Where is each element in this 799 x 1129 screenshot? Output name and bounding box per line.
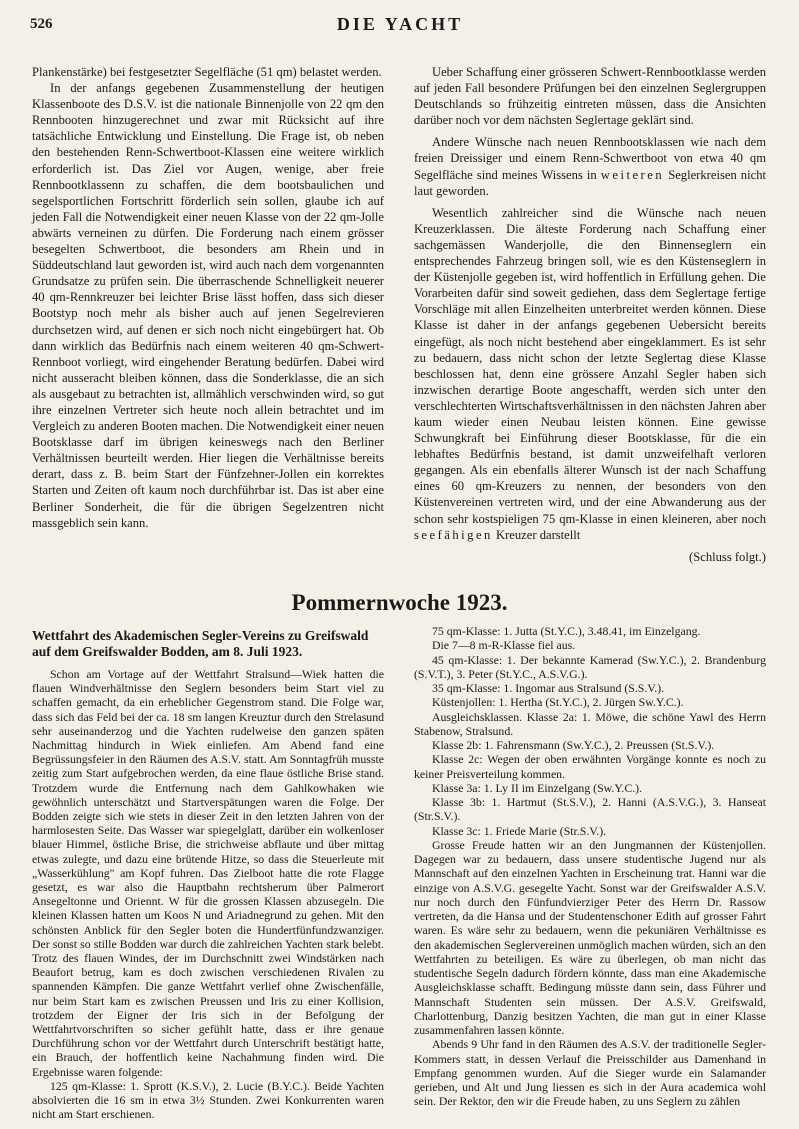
paragraph: Plankenstärke) bei festgesetzter Segelfläche (51 qm) belastet werden. <box>32 65 382 79</box>
bottom-left-column <box>32 628 384 1122</box>
bottom-right-column <box>414 624 766 1109</box>
paragraph <box>414 205 766 543</box>
result-75qm: 75 qm-Klasse: 1. Jutta (St.Y.C.), 3.48.41, im Einzelgang. <box>432 624 701 638</box>
paragraph <box>414 134 766 198</box>
result-klasse-2a: Ausgleichsklassen. Klasse 2a: 1. Möwe, die schöne Yawl des Herrn Stabenow, Stralsund. <box>414 709 766 738</box>
result-7-8m: Die 7—8 m-R-Klasse fiel aus. <box>432 638 576 653</box>
result-klasse-2c: Klasse 2c: Wegen der oben erwähnten Vorgänge konnte es noch zu keiner Preisverteilung kommen. <box>414 752 766 781</box>
result-klasse-3a: Klasse 3a: 1. Ly II im Einzelgang (Sw.Y.C.). <box>432 780 643 795</box>
paragraph: In der anfangs gegebenen Zusammenstellung der heutigen Klassenboote des D.S.V. ist die nationale Binnenjolle von 22 qm den Rennbooten hinzugerechnet und zwar mit Rücksicht auf ihre tatsächliche Entwicklung und Einstellung. Die Frage ist, ob neben den bestehenden Renn-Schwertboot-Klassen eine weitere wirklich erforderlich ist. Das Ziel vor Augen, wenige, aber freie Rennbootklassenn zu schaffen, die dem bootsbaulichen und segelsportlichen Fortschritt förderlich sein sollen, glaube ich auf jeden Fall die Notwendigkeit einer neuen Klasse von der 22 qm-Jolle abwärts verneinen zu dürfen. Die Forderung nach einem grösser besegelten Schwertboot, die besonders am Rhein und in Süddeutschland laut geworden ist, wird auch nach dem vorgenannten Grundsatze zu prüfen sein. Die überraschende Schnelligkeit neuerer 40 qm-Rennkreuzer bei leichter Brise lässt hoffen, dass sich dieser Bootstyp noch mehr als bisher auch auf jenen Segelrevieren durchsetzen wird, auf denen er sich noch nicht eingebürgert hat. Ob dann wirklich das Bedürfnis nach einem weiteren 40 qm-Schwert-Rennboot vorliegt, wird eingehender Beratung bedürfen. Dabei wird nicht ausseracht bleiben können, dass die Sonderklasse, die an sich als ausgebaut zu betrachten ist, allmählich verschwinden wird, so gut ihre einzelnen Vertreter sich heute noch allein betrachtet und im Vergleich zu anderen Booten machen. Die Notwendigkeit einer neuen Bootsklasse darf im übrigen keineswegs nach den Berliner Verhältnissen beurteilt werden. Hier liegen die Verhältnisse bereits derart, dass z. B. beim Start der Fünfzehner-Jollen ein korrektes Starten und Zeiten oft kaum noch durchführbar ist. Das ist aber eine Berliner Sonderheit, die für die übrigen Segelzentren nicht massgeblich sein kann. <box>32 81 384 530</box>
section-title: Pommernwoche 1923. <box>291 590 508 615</box>
text-run: Kreuzer darstellt <box>492 527 581 542</box>
result-35qm: 35 qm-Klasse: 1. Ingomar aus Stralsund (S.S.V.). <box>432 681 665 695</box>
paragraph: Abends 9 Uhr fand in den Räumen des A.S.V. der traditionelle Segler-Kommers statt, in dessen Verlauf die Preisschilder aus Damenhand in Empfang genommen wurden. Auf die Sieger wurde ein Salamander gerieben, und Alt und Jung liessen es sich in der Aura academica wohl sein. Der Rektor, den wir die Freude haben, zu uns Seglern zu zählen <box>414 1037 766 1109</box>
page-header <box>30 14 770 40</box>
result-klasse-3c: Klasse 3c: 1. Friede Marie (Str.S.V.). <box>432 823 607 838</box>
text-run: Andere Wünsche nach neuen Rennbootsklassen wie nach dem freien Dreissiger und einem Renn-Schwertboot von etwa 40 qm Segelfläche sind meines Wissens in <box>414 135 766 182</box>
paragraph: Schon am Vortage auf der Wettfahrt Stralsund—Wiek hatten die flauen Windverhältnisse den Seglern besonders beim Start viel zu schaffen gemacht, da ein erheblicher Gegenstrom stand. Die Folge war, dass sich das Feld bei der ca. 18 sm langen Kreuztur durch den Strelasund sehr auseinanderzog und die Yachten rudelweise den ganzen späten Nachmittag hindurch in Wiek einliefen. Am Abend fand eine Begrüssungsfeier in den Räumen des A.S.V. statt. Am Sonntagfrüh musste zeitig zum Start aufgebrochen werden, da eine flaue östliche Brise stand. Trotzdem wurde die Entfernung nach dem Gahlkowhaken wie gewöhnlich unterschätzt und Startverspätungen waren die Folge. Der Bodden zeigte sich wie stets in dieser Zeit in den letzten Jahren von der harmlosesten Seite. Das Wasser war spiegelglatt, darüber ein wolkenloser blauer Himmel, östliche Brise, die strichweise abflaute und über mittag etwas zulegte, und dazu eine brütende Hitze, so dass die Steuerleute mit „Wasserkühlung" am Kopf fuhren. Das Zielboot hatte die rote Flagge gesetzt, es war also die Hauptbahn rechtsherum über Palmerort Ansegeltonne und Oriennt. W für die grossen Klassen abzusegeln. Die kleinen Klassen hatten um Koos N und Ariadnegrund zu gehen. Mit den schönsten Anblick für den Segler boten die Hundertfünfundzwanziger. Der sonst so stille Bodden war durch die zahlreichen Yachten stark belebt. Trotz des flauen Windes, der im Durchschnitt zwei Windstärken nach Beaufort betrug, kam es doch zwischen verschiedenen Rivalen zu spannenden Kämpfen. Die ganze Wettfahrt verlief ohne Zwischenfälle, nur beim Start kam es zwischen Preussen und Iris zu einer Kollision, trotzdem der Eigner der Iris sich in der Befolgung der Wettfahrtvorschriften so sicher gefühlt hatte, dass er ihre genaue Durchführung schon vor der Wettfahrt durch Unterschrift bestätigt hatte, ein Brauch, der hoffentlich keine Nachahmung finden wird. Die Ergebnisse waren folgende: <box>32 667 384 1079</box>
result-klasse-3b: Klasse 3b: 1. Hartmut (St.S.V.), 2. Hanni (A.S.V.G.), 3. Hanseat (Str.S.V.). <box>414 795 766 824</box>
page-number: 526 <box>30 16 53 32</box>
text-run: Wesentlich zahlreicher sind die Wünsche nach neuen Kreuzerklassen. Die älteste Forderung nach Schaffung einer sachgemässen Wanderjolle, die den Binnenseglern ein entsprechendes Fahrzeug bringen soll, wie es den Küstenseglern in der Küstenjolle gegeben ist, wird hoffentlich in Erfüllung gehen. Die Vorarbeiten dafür sind soweit gediehen, dass dem Seglertage fertige Vorschläge mit allen Einzelheiten unterbreitet werden können. Diese Klasse ist daher in der anfangs gegebenen Uebersicht bereits eingefügt, als noch nicht bestehend aber eingeklammert. Es ist sehr zu bedauern, dass nicht schon der letzte Seglertag diese Klasse beschlossen hat, denn eine grössere Anzahl Segler haben sich inzwischen derartige Boote angeschafft, werden sich unter den verschlechterten Wirtschaftsverhältnissen in den nächsten Jahren aber kaum wieder einen Neubau leisten können. Eine gewisse Schwungkraft bei Einführung dieser Bootsklasse, für die ein lebhaftes Bedürfnis bestand, ist damit unzweifelhaft verloren gegangen. Als ein ebenfalls älterer Wunsch ist der nach Schaffung eines 60 qm-Kreuzers zu nennen, der besonders von den Küstenvereinen vertreten wird, und der eine Abwanderung aus der schon sehr kostspieligen 75 qm-Klasse in einen kleineren, aber noch <box>414 205 766 526</box>
result-45qm: 45 qm-Klasse: 1. Der bekannte Kamerad (Sw.Y.C.), 2. Brandenburg (S.V.T.), 3. Peter (St.Y.C., A.S.V.G.). <box>414 652 766 681</box>
result-kuestenjollen: Küstenjollen: 1. Hertha (St.Y.C.), 2. Jürgen Sw.Y.C.). <box>432 695 684 710</box>
text-run: Seglerkreisen nicht laut geworden. <box>414 167 766 198</box>
spaced-emphasis: seefähigen <box>414 527 493 542</box>
running-title: DIE YACHT <box>336 14 464 34</box>
result-125qm: 125 qm-Klasse: 1. Sprott (K.S.V.), 2. Lucie (B.Y.C.). Beide Yachten absolvierten die 16 sm in etwa 3½ Stunden. Zwei Konkurrenten waren nicht am Start erschienen. <box>32 1078 384 1122</box>
paragraph: Ueber Schaffung einer grösseren Schwert-Rennbootklasse werden auf jeden Fall besondere Prüfungen bei den einzelnen Seglergruppen Deutschlands so frühzeitig eintreten müssen, dass die Ansichten darüber noch vor dem nächsten Seglertage geklärt sind. <box>414 65 766 128</box>
article-heading: Wettfahrt des Akademischen Segler-Vereins zu Greifswald auf dem Greifswalder Bodden, am 8. Juli 1923. <box>32 628 369 659</box>
paragraph: Grosse Freude hatten wir an den Jungmannen der Küstenjollen. Dagegen war zu bedauern, dass unsere studentische Jugend nur als Mannschaft auf den einzelnen Yachten in Erscheinung trat. Hanni war die einzige von A.S.V.G. gesegelte Yacht. Sonst war der Greifswalder A.S.V. nur noch durch den Fünfundvierziger Peter des Herrn Dr. Rassow vertreten, da die Hansa und der Studentenschoner Edith auf grosser Fahrt waren. Es wäre sehr zu bedauern, wenn die pekuniären Verhältnisse es den akademischen Seglervereinen unmöglich machen würden, sich an den Wettfahrten zu beteiligen. Es wäre zu überlegen, ob man nicht das studentische Segeln dadurch fördern könnte, dass man eine Akademische Ausgleichsklasse schafft. Bedingung müsste dann sein, dass Führer und Mannschaft Studenten sein müssen. Der A.S.V. Greifswald, Charlottenburg, Danzig besitzen Yachten, die man gut in einer Klasse zusammenfahren lassen könnte. <box>414 837 766 1037</box>
top-right-column <box>414 64 766 565</box>
top-left-column <box>32 64 384 531</box>
result-klasse-2b: Klasse 2b: 1. Fahrensmann (Sw.Y.C.), 2. Preussen (St.S.V.). <box>432 738 715 752</box>
continued-note: (Schluss folgt.) <box>689 549 766 564</box>
spaced-emphasis: weiteren <box>600 167 665 182</box>
